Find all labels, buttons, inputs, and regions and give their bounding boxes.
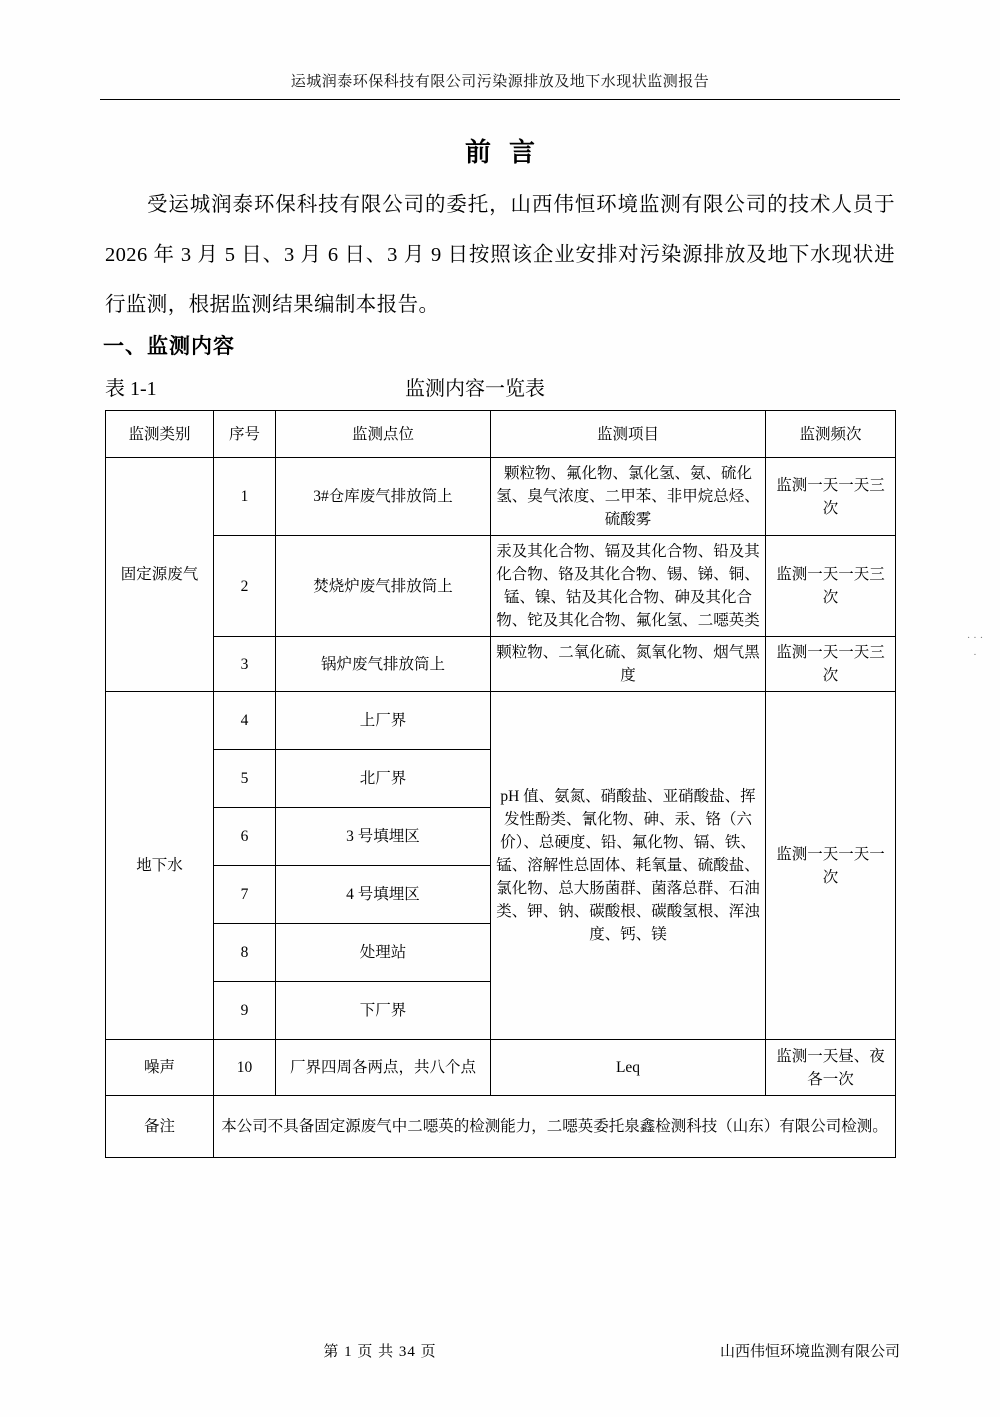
row-point: 厂界四周各两点，共八个点	[276, 1040, 491, 1096]
table-caption	[105, 372, 900, 401]
row-index: 1	[214, 458, 276, 536]
row-point: 锅炉废气排放筒上	[276, 637, 491, 692]
column-header-category: 监测类别	[106, 411, 214, 458]
table-row	[106, 637, 896, 692]
column-header-items: 监测项目	[491, 411, 766, 458]
groundwater-items: pH 值、氨氮、硝酸盐、亚硝酸盐、挥发性酚类、氰化物、砷、汞、铬（六价）、总硬度、铅、氟化物、镉、铁、锰、溶解性总固体、耗氧量、硫酸盐、氯化物、总大肠菌群、菌落总群、石油类、钾、钠、碳酸根、碳酸氢根、浑浊度、钙、镁	[491, 692, 766, 1040]
page-number: 第 1 页 共 34 页	[323, 1344, 437, 1360]
row-frequency: 监测一天昼、夜各一次	[766, 1040, 896, 1096]
row-index: 4	[214, 692, 276, 750]
monitoring-content-table	[105, 410, 896, 1158]
table-row	[106, 1040, 896, 1096]
groundwater-frequency: 监测一天一天一次	[766, 692, 896, 1040]
column-header-frequency: 监测频次	[766, 411, 896, 458]
remark-text: 本公司不具备固定源废气中二噁英的检测能力，二噁英委托泉鑫检测科技（山东）有限公司检测。	[214, 1096, 896, 1158]
row-point: 北厂界	[276, 750, 491, 808]
table-row	[106, 458, 896, 536]
row-point: 3#仓库废气排放筒上	[276, 458, 491, 536]
column-header-index: 序号	[214, 411, 276, 458]
table-header-row	[106, 411, 896, 458]
row-point: 3 号填埋区	[276, 808, 491, 866]
section-heading: 一、监测内容	[103, 334, 235, 358]
table-title: 监测内容一览表	[405, 378, 545, 400]
column-header-point: 监测点位	[276, 411, 491, 458]
remark-label: 备注	[106, 1096, 214, 1158]
table-row	[106, 692, 896, 750]
row-point: 焚烧炉废气排放筒上	[276, 536, 491, 637]
row-items: Leq	[491, 1040, 766, 1096]
row-frequency: 监测一天一天三次	[766, 458, 896, 536]
category-groundwater: 地下水	[106, 692, 214, 1040]
table-remark-row	[106, 1096, 896, 1158]
row-index: 5	[214, 750, 276, 808]
row-index: 8	[214, 924, 276, 982]
row-point: 处理站	[276, 924, 491, 982]
margin-marks: · · · ·	[966, 632, 984, 661]
category-stationary-exhaust: 固定源废气	[106, 458, 214, 692]
preface-paragraph: 受运城润泰环保科技有限公司的委托，山西伟恒环境监测有限公司的技术人员于 2026 年 3 月 5 日、3 月 6 日、3 月 9 日按照该企业安排对污染源排放及地下水现状进行监测，根据监测结果编制本报告。	[105, 194, 895, 316]
category-noise: 噪声	[106, 1040, 214, 1096]
row-point: 4 号填埋区	[276, 866, 491, 924]
row-point: 下厂界	[276, 982, 491, 1040]
row-items: 颗粒物、氟化物、氯化氢、氨、硫化氢、臭气浓度、二甲苯、非甲烷总烃、硫酸雾	[491, 458, 766, 536]
row-index: 6	[214, 808, 276, 866]
row-index: 10	[214, 1040, 276, 1096]
row-index: 7	[214, 866, 276, 924]
footer-organization: 山西伟恒环境监测有限公司	[719, 1344, 900, 1360]
row-point: 上厂界	[276, 692, 491, 750]
row-index: 2	[214, 536, 276, 637]
running-header: 运城润泰环保科技有限公司污染源排放及地下水现状监测报告	[100, 70, 900, 100]
table-number: 表 1-1	[105, 378, 157, 400]
row-items: 颗粒物、二氧化硫、氮氧化物、烟气黑度	[491, 637, 766, 692]
row-items: 汞及其化合物、镉及其化合物、铅及其化合物、铬及其化合物、锡、锑、铜、锰、镍、钴及其化合物、砷及其化合物、铊及其化合物、氟化氢、二噁英类	[491, 536, 766, 637]
table-row	[106, 536, 896, 637]
row-index: 3	[214, 637, 276, 692]
page-title: 前言	[464, 138, 553, 167]
row-frequency: 监测一天一天三次	[766, 536, 896, 637]
row-index: 9	[214, 982, 276, 1040]
row-frequency: 监测一天一天三次	[766, 637, 896, 692]
